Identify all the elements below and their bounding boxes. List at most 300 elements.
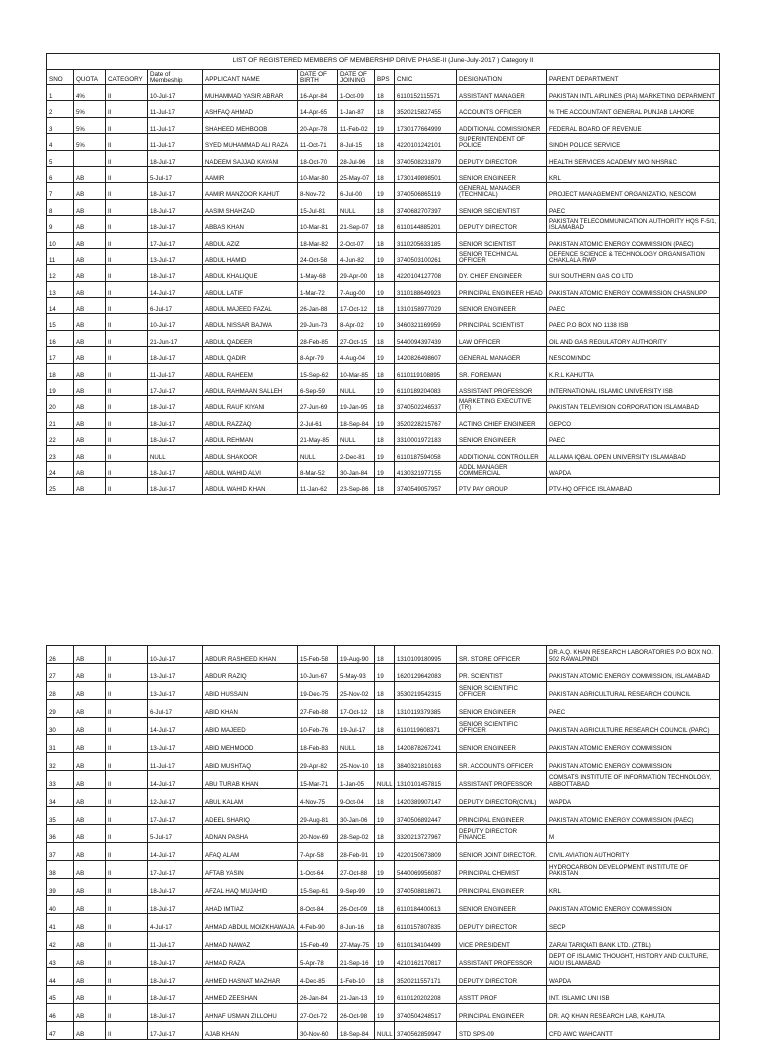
- cell-bps: 18: [375, 85, 395, 101]
- cell-sno: 12: [47, 265, 74, 281]
- cell-bps: 18: [375, 824, 395, 842]
- cell-parent-department: KRL: [547, 166, 720, 182]
- cell-applicant-name: AHMED ZEESHAN: [203, 985, 298, 1003]
- cell-sno: 27: [47, 663, 74, 681]
- cell-applicant-name: AAMIR: [203, 166, 298, 182]
- cell-date-of-joining: 5-May-93: [338, 663, 375, 681]
- cell-date-of-birth: 10-Feb-76: [298, 717, 338, 735]
- cell-cnic: 6110152115571: [395, 85, 457, 101]
- cell-quota: AB: [74, 412, 106, 428]
- cell-category: II: [106, 101, 148, 117]
- cell-parent-department: PAKISTAN INTL AIRLINES (PIA) MARKETING DEPARMENT: [547, 85, 720, 101]
- table-row: [47, 396, 720, 412]
- cell-date-of-membership: 5-Jul-17: [148, 166, 203, 182]
- cell-sno: 25: [47, 478, 74, 494]
- cell-date-of-joining: 29-Apr-00: [338, 265, 375, 281]
- cell-category: II: [106, 1021, 148, 1039]
- cell-date-of-membership: 17-Jul-17: [148, 807, 203, 825]
- cell-sno: 34: [47, 789, 74, 807]
- cell-applicant-name: AASIM SHAHZAD: [203, 199, 298, 215]
- cell-designation: DEPUTY DIRECTOR: [457, 216, 547, 232]
- cell-category: II: [106, 985, 148, 1003]
- cell-designation: ASSTT PROF: [457, 985, 547, 1003]
- cell-parent-department: HEALTH SERVICES ACADEMY M/O NHSR&C: [547, 150, 720, 166]
- cell-category: II: [106, 183, 148, 199]
- cell-cnic: 3740562859947: [395, 1021, 457, 1039]
- cell-applicant-name: SHAHEED MEHBOOB: [203, 117, 298, 133]
- cell-parent-department: INTERNATIONAL ISLAMIC UNIVERSITY ISB: [547, 380, 720, 396]
- cell-date-of-membership: 18-Jul-17: [148, 950, 203, 968]
- cell-date-of-joining: 1-Jan-87: [338, 101, 375, 117]
- cell-applicant-name: AHAD IMTIAZ: [203, 896, 298, 914]
- cell-date-of-membership: 11-Jul-17: [148, 117, 203, 133]
- cell-date-of-joining: NULL: [338, 380, 375, 396]
- cell-category: II: [106, 281, 148, 297]
- cell-cnic: 5440069956087: [395, 860, 457, 878]
- cell-parent-department: PAEC: [547, 298, 720, 314]
- table-row: [47, 646, 720, 664]
- cell-date-of-membership: 14-Jul-17: [148, 842, 203, 860]
- cell-applicant-name: ABDUL RAHMAAN SALLEH: [203, 380, 298, 396]
- members-table-page-2: [46, 645, 719, 1040]
- table-row: [47, 281, 720, 297]
- cell-quota: AB: [74, 478, 106, 494]
- cell-bps: 18: [375, 753, 395, 771]
- cell-parent-department: GEPCO: [547, 412, 720, 428]
- cell-sno: 9: [47, 216, 74, 232]
- cell-applicant-name: ABDUL WAHID KHAN: [203, 478, 298, 494]
- cell-applicant-name: ABDUL REHMAN: [203, 429, 298, 445]
- cell-cnic: 3740502246537: [395, 396, 457, 412]
- cell-category: II: [106, 842, 148, 860]
- cell-date-of-joining: 27-May-75: [338, 932, 375, 950]
- cell-date-of-membership: 17-Jul-17: [148, 232, 203, 248]
- cell-quota: AB: [74, 968, 106, 986]
- cell-date-of-membership: 14-Jul-17: [148, 281, 203, 297]
- cell-date-of-membership: 13-Jul-17: [148, 735, 203, 753]
- cell-cnic: 3110205633185: [395, 232, 457, 248]
- header-applicant-name: APPLICANT NAME: [203, 70, 298, 85]
- cell-quota: AB: [74, 166, 106, 182]
- cell-designation: SENIOR ENGINEER: [457, 699, 547, 717]
- cell-designation: ASSISTANT MANAGER: [457, 85, 547, 101]
- cell-bps: 18: [375, 914, 395, 932]
- cell-parent-department: NESCOM/NDC: [547, 347, 720, 363]
- cell-cnic: 6110134104499: [395, 932, 457, 950]
- cell-date-of-birth: 5-Apr-78: [298, 950, 338, 968]
- cell-date-of-birth: 21-May-85: [298, 429, 338, 445]
- cell-parent-department: PAKISTAN ATOMIC ENERGY COMMISSION: [547, 735, 720, 753]
- cell-designation: PRINCIPAL ENGINEER: [457, 1003, 547, 1021]
- cell-date-of-membership: 18-Jul-17: [148, 429, 203, 445]
- cell-applicant-name: AFAQ ALAM: [203, 842, 298, 860]
- cell-quota: AB: [74, 216, 106, 232]
- cell-bps: 19: [375, 950, 395, 968]
- cell-sno: 35: [47, 807, 74, 825]
- cell-bps: 19: [375, 412, 395, 428]
- cell-date-of-membership: 10-Jul-17: [148, 85, 203, 101]
- cell-parent-department: PAKISTAN AGRICULTURE RESEARCH COUNCIL (PARC): [547, 717, 720, 735]
- table-row: [47, 699, 720, 717]
- table-row: [47, 807, 720, 825]
- cell-date-of-membership: 18-Jul-17: [148, 896, 203, 914]
- table-row: [47, 985, 720, 1003]
- cell-designation: SENIOR ENGINEER: [457, 298, 547, 314]
- cell-designation: ACCOUNTS OFFICER: [457, 101, 547, 117]
- cell-cnic: 3520228215767: [395, 412, 457, 428]
- cell-sno: 33: [47, 771, 74, 789]
- cell-applicant-name: SYED MUHAMMAD ALI RAZA: [203, 134, 298, 150]
- cell-date-of-membership: 17-Jul-17: [148, 1021, 203, 1039]
- cell-parent-department: SECP: [547, 914, 720, 932]
- cell-applicant-name: ADNAN PASHA: [203, 824, 298, 842]
- cell-date-of-birth: 1-Mar-72: [298, 281, 338, 297]
- cell-date-of-joining: 21-Sep-07: [338, 216, 375, 232]
- cell-cnic: 1310119379385: [395, 699, 457, 717]
- cell-category: II: [106, 117, 148, 133]
- table-row: [47, 842, 720, 860]
- cell-quota: AB: [74, 646, 106, 664]
- cell-designation: STD SPS-09: [457, 1021, 547, 1039]
- cell-sno: 18: [47, 363, 74, 379]
- cell-quota: AB: [74, 771, 106, 789]
- cell-quota: 4%: [74, 85, 106, 101]
- cell-bps: 18: [375, 363, 395, 379]
- cell-date-of-membership: 18-Jul-17: [148, 216, 203, 232]
- cell-date-of-birth: 18-Oct-70: [298, 150, 338, 166]
- cell-designation: LAW OFFICER: [457, 330, 547, 346]
- table-row: [47, 183, 720, 199]
- cell-sno: 4: [47, 134, 74, 150]
- cell-date-of-joining: 1-Feb-10: [338, 968, 375, 986]
- cell-category: II: [106, 860, 148, 878]
- cell-quota: AB: [74, 878, 106, 896]
- cell-date-of-membership: 21-Jun-17: [148, 330, 203, 346]
- cell-sno: 11: [47, 248, 74, 264]
- cell-cnic: 1730149898501: [395, 166, 457, 182]
- cell-applicant-name: AHMAD ABDUL MOIZKHAWAJA: [203, 914, 298, 932]
- cell-applicant-name: ABUL KALAM: [203, 789, 298, 807]
- cell-bps: 18: [375, 265, 395, 281]
- cell-date-of-joining: 17-Oct-12: [338, 699, 375, 717]
- cell-sno: 21: [47, 412, 74, 428]
- cell-date-of-joining: 30-Jan-06: [338, 807, 375, 825]
- cell-quota: AB: [74, 1021, 106, 1039]
- cell-applicant-name: ABDUR RASHEED KHAN: [203, 646, 298, 664]
- cell-category: II: [106, 199, 148, 215]
- cell-date-of-membership: 18-Jul-17: [148, 478, 203, 494]
- cell-bps: 19: [375, 445, 395, 461]
- cell-date-of-birth: 1-May-68: [298, 265, 338, 281]
- cell-parent-department: PAKISTAN ATOMIC ENERGY COMMISSION: [547, 896, 720, 914]
- cell-applicant-name: AHMAD NAWAZ: [203, 932, 298, 950]
- cell-category: II: [106, 932, 148, 950]
- cell-bps: NULL: [375, 1021, 395, 1039]
- cell-date-of-membership: 18-Jul-17: [148, 150, 203, 166]
- cell-sno: 24: [47, 461, 74, 477]
- cell-sno: 6: [47, 166, 74, 182]
- cell-date-of-birth: 20-Apr-78: [298, 117, 338, 133]
- cell-date-of-membership: 10-Jul-17: [148, 314, 203, 330]
- table-row: [47, 478, 720, 494]
- cell-date-of-membership: 6-Jul-17: [148, 699, 203, 717]
- cell-date-of-birth: 4-Feb-90: [298, 914, 338, 932]
- cell-bps: 19: [375, 985, 395, 1003]
- cell-quota: AB: [74, 896, 106, 914]
- cell-category: II: [106, 445, 148, 461]
- cell-cnic: 3740682707397: [395, 199, 457, 215]
- table-row: [47, 412, 720, 428]
- cell-cnic: 6110119608371: [395, 717, 457, 735]
- cell-cnic: 4220104127708: [395, 265, 457, 281]
- cell-parent-department: PAEC: [547, 429, 720, 445]
- cell-bps: 18: [375, 134, 395, 150]
- cell-parent-department: PAKISTAN ATOMIC ENERGY COMMISSION: [547, 753, 720, 771]
- cell-category: II: [106, 735, 148, 753]
- cell-quota: AB: [74, 950, 106, 968]
- cell-cnic: 4210162170817: [395, 950, 457, 968]
- cell-quota: AB: [74, 735, 106, 753]
- cell-bps: 19: [375, 1003, 395, 1021]
- cell-parent-department: PAEC: [547, 199, 720, 215]
- cell-applicant-name: MUHAMMAD YASIR ABRAR: [203, 85, 298, 101]
- cell-date-of-membership: 18-Jul-17: [148, 396, 203, 412]
- cell-designation: SENIOR ENGINEER: [457, 166, 547, 182]
- cell-parent-department: WAPDA: [547, 968, 720, 986]
- cell-date-of-joining: 18-Sep-84: [338, 1021, 375, 1039]
- cell-category: II: [106, 646, 148, 664]
- header-bps: BPS: [375, 70, 395, 85]
- cell-date-of-membership: 13-Jul-17: [148, 681, 203, 699]
- cell-date-of-membership: 18-Jul-17: [148, 412, 203, 428]
- cell-date-of-birth: 27-Jun-69: [298, 396, 338, 412]
- cell-date-of-birth: 30-Nov-60: [298, 1021, 338, 1039]
- cell-parent-department: DR.A.Q. KHAN RESEARCH LABORATORIES P.O BOX NO. 502 RAWALPINDI: [547, 646, 720, 664]
- cell-date-of-membership: 10-Jul-17: [148, 646, 203, 664]
- cell-date-of-membership: 11-Jul-17: [148, 134, 203, 150]
- cell-category: II: [106, 85, 148, 101]
- cell-sno: 13: [47, 281, 74, 297]
- cell-quota: AB: [74, 824, 106, 842]
- cell-parent-department: SUI SOUTHERN GAS CO LTD: [547, 265, 720, 281]
- cell-cnic: 3460321169959: [395, 314, 457, 330]
- cell-category: II: [106, 824, 148, 842]
- cell-quota: 5%: [74, 134, 106, 150]
- cell-bps: NULL: [375, 771, 395, 789]
- header-sno: SNO: [47, 70, 74, 85]
- table-row: [47, 101, 720, 117]
- cell-date-of-birth: 15-Sep-62: [298, 363, 338, 379]
- cell-cnic: 3740506892447: [395, 807, 457, 825]
- cell-sno: 1: [47, 85, 74, 101]
- cell-sno: 32: [47, 753, 74, 771]
- cell-parent-department: PTV-HQ OFFICE ISLAMABAD: [547, 478, 720, 494]
- cell-quota: AB: [74, 314, 106, 330]
- cell-parent-department: FEDERAL BOARD OF REVENUE: [547, 117, 720, 133]
- cell-date-of-birth: 15-Mar-71: [298, 771, 338, 789]
- cell-applicant-name: ABDUL RAZZAQ: [203, 412, 298, 428]
- cell-category: II: [106, 134, 148, 150]
- cell-category: II: [106, 968, 148, 986]
- cell-cnic: 6110157807835: [395, 914, 457, 932]
- cell-date-of-joining: 2-Oct-07: [338, 232, 375, 248]
- cell-date-of-joining: 6-Jul-00: [338, 183, 375, 199]
- cell-designation: SENIOR SCIENTIFIC OFFICER: [457, 681, 547, 699]
- cell-category: II: [106, 363, 148, 379]
- cell-cnic: 1310101457815: [395, 771, 457, 789]
- table-row: [47, 166, 720, 182]
- header-date-of-birth: DATE OF BIRTH: [298, 70, 338, 85]
- members-table-page-1: [46, 53, 719, 495]
- cell-date-of-membership: 11-Jul-17: [148, 753, 203, 771]
- cell-date-of-joining: 25-Nov-02: [338, 681, 375, 699]
- cell-date-of-membership: 12-Jul-17: [148, 789, 203, 807]
- cell-category: II: [106, 878, 148, 896]
- cell-parent-department: COMSATS INSTITUTE OF INFORMATION TECHNOLOGY, ABBOTTABAD: [547, 771, 720, 789]
- cell-bps: 18: [375, 166, 395, 182]
- table-row: [47, 298, 720, 314]
- cell-cnic: 1730177664999: [395, 117, 457, 133]
- cell-date-of-birth: 15-Feb-49: [298, 932, 338, 950]
- cell-applicant-name: AHMAD RAZA: [203, 950, 298, 968]
- table-row: [47, 753, 720, 771]
- cell-parent-department: DEFENCE SCIENCE & TECHNOLOGY ORGANISATION CHAKLALA RWP: [547, 248, 720, 264]
- cell-applicant-name: ABDUL RAHEEM: [203, 363, 298, 379]
- cell-applicant-name: ABDUL KHALIQUE: [203, 265, 298, 281]
- cell-date-of-joining: 8-Jun-16: [338, 914, 375, 932]
- cell-applicant-name: ASHFAQ AHMAD: [203, 101, 298, 117]
- cell-category: II: [106, 347, 148, 363]
- table-row: [47, 1003, 720, 1021]
- table-row: [47, 445, 720, 461]
- cell-sno: 3: [47, 117, 74, 133]
- table-row: [47, 681, 720, 699]
- cell-bps: 18: [375, 216, 395, 232]
- cell-date-of-membership: 17-Jul-17: [148, 380, 203, 396]
- cell-bps: 19: [375, 380, 395, 396]
- cell-bps: 18: [375, 396, 395, 412]
- cell-bps: 18: [375, 681, 395, 699]
- cell-applicant-name: ABDUL QADIR: [203, 347, 298, 363]
- cell-parent-department: PROJECT MANAGEMENT ORGANIZATIO, NESCOM: [547, 183, 720, 199]
- cell-date-of-joining: 25-May-07: [338, 166, 375, 182]
- cell-bps: 18: [375, 735, 395, 753]
- cell-bps: 19: [375, 663, 395, 681]
- cell-date-of-membership: 18-Jul-17: [148, 199, 203, 215]
- cell-quota: [74, 150, 106, 166]
- cell-designation: SENIOR ENGINEER: [457, 735, 547, 753]
- cell-date-of-membership: 11-Jul-17: [148, 101, 203, 117]
- cell-category: II: [106, 412, 148, 428]
- table-row: [47, 85, 720, 101]
- cell-category: II: [106, 150, 148, 166]
- cell-designation: DEPUTY DIRECTOR: [457, 150, 547, 166]
- cell-date-of-joining: 28-Feb-91: [338, 842, 375, 860]
- cell-category: II: [106, 232, 148, 248]
- cell-date-of-birth: 27-Feb-88: [298, 699, 338, 717]
- cell-date-of-joining: 9-Oct-04: [338, 789, 375, 807]
- table-row: [47, 232, 720, 248]
- cell-cnic: 1420878267241: [395, 735, 457, 753]
- cell-quota: AB: [74, 363, 106, 379]
- cell-cnic: 6110187594058: [395, 445, 457, 461]
- cell-date-of-birth: 29-Aug-81: [298, 807, 338, 825]
- cell-applicant-name: ABDUL MAJEED FAZAL: [203, 298, 298, 314]
- cell-date-of-birth: 18-Mar-82: [298, 232, 338, 248]
- cell-parent-department: K.R.L KAHUTTA: [547, 363, 720, 379]
- table-row: [47, 429, 720, 445]
- cell-quota: AB: [74, 429, 106, 445]
- cell-parent-department: CFD AWC WAHCANTT: [547, 1021, 720, 1039]
- cell-date-of-birth: 24-Oct-58: [298, 248, 338, 264]
- cell-cnic: 6110184400613: [395, 896, 457, 914]
- cell-date-of-membership: 17-Jul-17: [148, 860, 203, 878]
- cell-designation: SENIOR TECHNICAL OFFICER: [457, 248, 547, 264]
- cell-quota: AB: [74, 330, 106, 346]
- cell-designation: DY. CHIEF ENGINEER: [457, 265, 547, 281]
- cell-date-of-joining: 23-Sep-86: [338, 478, 375, 494]
- cell-date-of-birth: 26-Jan-88: [298, 298, 338, 314]
- table-row: [47, 150, 720, 166]
- cell-date-of-birth: 14-Apr-65: [298, 101, 338, 117]
- cell-parent-department: PAKISTAN ATOMIC ENERGY COMMISSION (PAEC): [547, 232, 720, 248]
- table-row: [47, 860, 720, 878]
- cell-date-of-joining: 19-Aug-90: [338, 646, 375, 664]
- cell-sno: 14: [47, 298, 74, 314]
- cell-quota: AB: [74, 699, 106, 717]
- cell-bps: 18: [375, 646, 395, 664]
- cell-applicant-name: ABDUL WAHID ALVI: [203, 461, 298, 477]
- cell-designation: ADDL MANAGER COMMERCIAL: [457, 461, 547, 477]
- cell-quota: AB: [74, 298, 106, 314]
- cell-bps: 18: [375, 232, 395, 248]
- cell-designation: ACTING CHIEF ENGINEER: [457, 412, 547, 428]
- cell-parent-department: INT. ISLAMIC UNI ISB: [547, 985, 720, 1003]
- cell-sno: 8: [47, 199, 74, 215]
- cell-sno: 17: [47, 347, 74, 363]
- cell-applicant-name: AHMED HASNAT MAZHAR: [203, 968, 298, 986]
- cell-cnic: 3520211557171: [395, 968, 457, 986]
- cell-designation: SENIOR ENGINEER: [457, 429, 547, 445]
- cell-date-of-membership: 5-Jul-17: [148, 824, 203, 842]
- cell-bps: 18: [375, 429, 395, 445]
- cell-parent-department: WAPDA: [547, 461, 720, 477]
- cell-quota: AB: [74, 445, 106, 461]
- cell-parent-department: M: [547, 824, 720, 842]
- cell-parent-department: WAPDA: [547, 789, 720, 807]
- cell-date-of-birth: 15-Feb-58: [298, 646, 338, 664]
- cell-bps: 19: [375, 248, 395, 264]
- cell-bps: 18: [375, 968, 395, 986]
- cell-designation: SR. STORE OFFICER: [457, 646, 547, 664]
- cell-category: II: [106, 265, 148, 281]
- cell-bps: 19: [375, 860, 395, 878]
- table-row: [47, 134, 720, 150]
- cell-designation: ADDITIONAL CONTROLLER: [457, 445, 547, 461]
- cell-date-of-membership: 13-Jul-17: [148, 248, 203, 264]
- cell-date-of-birth: 11-Oct-71: [298, 134, 338, 150]
- cell-category: II: [106, 753, 148, 771]
- cell-parent-department: OIL AND GAS REGULATORY AUTHORITY: [547, 330, 720, 346]
- cell-date-of-birth: 8-Oct-84: [298, 896, 338, 914]
- cell-quota: AB: [74, 380, 106, 396]
- cell-applicant-name: AHNAF USMAN ZILLOHU: [203, 1003, 298, 1021]
- cell-applicant-name: ABDUL AZIZ: [203, 232, 298, 248]
- cell-designation: ASSISTANT PROFESSOR: [457, 771, 547, 789]
- cell-category: II: [106, 396, 148, 412]
- cell-date-of-birth: 8-Nov-72: [298, 183, 338, 199]
- table-row: [47, 878, 720, 896]
